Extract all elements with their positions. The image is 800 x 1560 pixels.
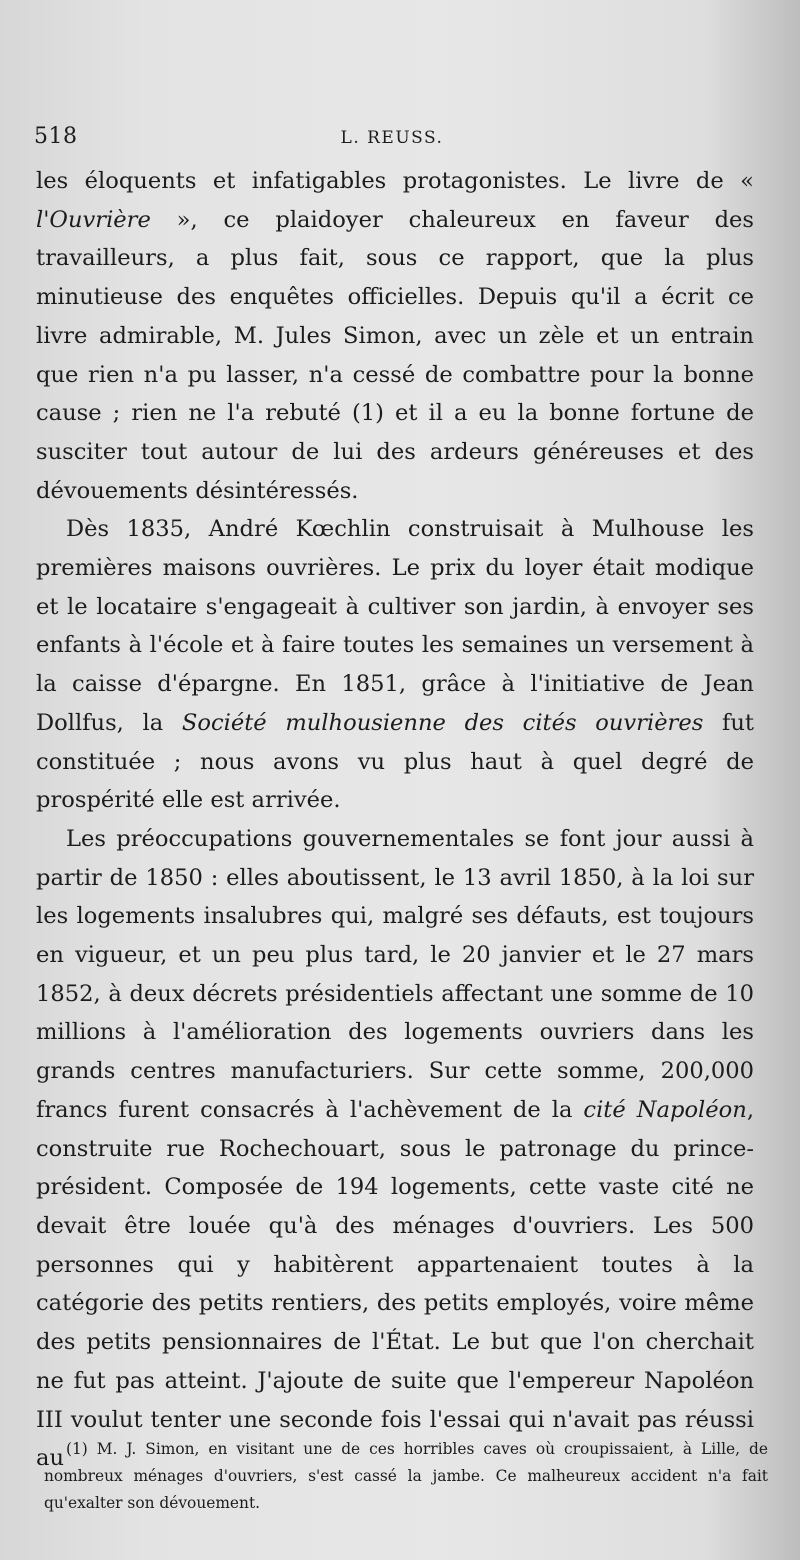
- text-segment: Les préoccupations gouvernementales se font jour aussi à partir de 1850 : elles aboutissent, le 13 avril 1850, à la loi sur les logements insalubres qui, malgré ses défauts, est toujours en vigueur, et un peu plus tard, le 20 janvier et le 27 mars 1852, à deux décrets présidentiels affectant une somme de 10 millions à l'amélioration des logements ouvriers dans les grands centres manufacturiers. Sur cette somme, 200,000 francs furent consacrés à l'achèvement de la: [36, 825, 754, 1123]
- page-header: [34, 124, 750, 158]
- text-segment: Dès 1835, André Kœchlin construisait à Mulhouse les premières maisons ouvrières. Le prix du loyer était modique et le locataire s'engageait à cultiver son jardin, à envoyer ses enfants à l'école et à faire toutes les semaines un versement à la caisse d'épargne. En 1851, grâce à l'initiative de Jean Dollfus, la: [36, 516, 754, 736]
- text-segment: », ce plaidoyer chaleureux en faveur des travailleurs, a plus fait, sous ce rapport, que la plus minutieuse des enquêtes officielles. Depuis qu'il a écrit ce livre admirable, M. Jules Simon, avec un zèle et un entrain que rien n'a pu lasser, n'a cessé de combattre pour la bonne cause ; rien ne l'a rebuté (1) et il a eu la bonne fortune de susciter tout autour de lui des ardeurs généreuses et des dévouements désintéressés.: [36, 206, 754, 504]
- paragraph: [36, 820, 754, 1478]
- italic-text: l'Ouvrière: [36, 206, 151, 233]
- text-segment: les éloquents et infatigables protagonistes. Le livre de «: [36, 168, 754, 194]
- text-segment: , construite rue Rochechouart, sous le patronage du prince-président. Composée de 194 logements, cette vaste cité ne devait être louée qu'à des ménages d'ouvriers. Les 500 personnes qui y habitèrent appartenaient toutes à la catégorie des petits rentiers, des petits employés, voire même des petits pensionnaires de l'État. Le but que l'on cherchait ne fut pas atteint. J'ajoute de suite que l'empereur Napoléon III voulut tenter une seconde fois l'essai qui n'avait pas réussi au: [36, 1096, 754, 1472]
- body-text: [36, 162, 754, 1478]
- paragraph: [36, 162, 754, 510]
- footnotes: [44, 1436, 768, 1517]
- italic-text: cité Napoléon: [583, 1096, 747, 1123]
- text-segment: fut constituée ; nous avons vu plus haut à quel degré de prospérité elle est arrivée.: [36, 709, 754, 814]
- running-head: L. REUSS.: [340, 128, 444, 148]
- paragraph: [36, 510, 754, 820]
- page-number: 518: [34, 124, 78, 149]
- footnote: (1) M. J. Simon, en visitant une de ces horribles caves où croupissaient, à Lille, de nombreux ménages d'ouvriers, s'est cassé la jambe. Ce malheureux accident n'a fait qu'exalter son dévouement.: [44, 1440, 768, 1512]
- italic-text: Société mulhousienne des cités ouvrières: [181, 709, 704, 736]
